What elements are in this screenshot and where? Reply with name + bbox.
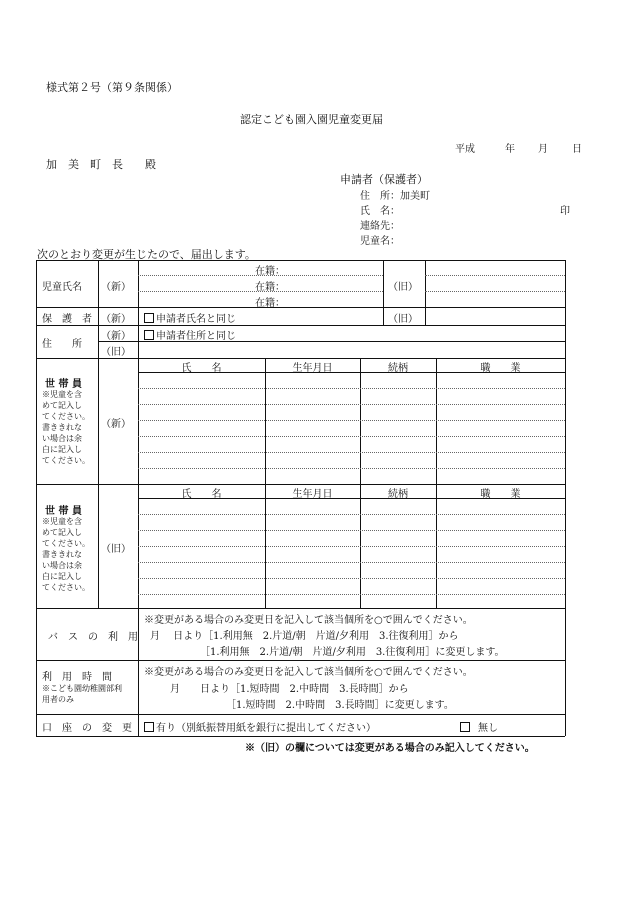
- guardian-old-marker: （旧）: [388, 314, 418, 325]
- same-address-option[interactable]: [144, 327, 236, 342]
- account-label: 口 座 の 変 更: [42, 723, 132, 734]
- child-name-label: 児童氏名: [42, 282, 82, 293]
- footer-note: ※（旧）の欄については変更がある場合のみ記入してください。: [245, 743, 535, 754]
- date-era: 平成: [455, 144, 475, 155]
- enrolled-line-3[interactable]: 在籍：: [255, 298, 285, 309]
- date-year: 年: [505, 144, 515, 155]
- household-note-line: い場合は余: [42, 561, 82, 570]
- time-sublabel-line: 用者のみ: [42, 695, 74, 704]
- household-note-line: ※児童を含: [42, 517, 82, 526]
- child-name-old-marker: （旧）: [388, 282, 418, 293]
- address-label: [360, 187, 430, 202]
- bus-label: バ ス の 利 用: [48, 632, 138, 643]
- address-row-label: 住 所: [42, 339, 82, 350]
- household-note-line: てください。: [42, 539, 90, 548]
- time-note: ※変更がある場合のみ変更日を記入して該当個所を○で囲んでください。: [144, 667, 473, 678]
- guardian-label: 保 護 者: [42, 314, 92, 325]
- enrolled-line-2[interactable]: 在籍：: [255, 282, 285, 293]
- enrolled-line-1[interactable]: 在籍：: [255, 266, 285, 277]
- household-new-marker: （新）: [101, 419, 131, 430]
- name-label: 氏 名：: [360, 206, 400, 217]
- time-line-1[interactable]: 月 日より［1.短時間 2.中時間 3.長時間］から: [170, 684, 409, 695]
- account-no-checkbox[interactable]: [460, 722, 470, 732]
- bus-line-2[interactable]: ［1.利用無 2.片道/朝 片道/夕利用 3.往復利用］に変更します。: [200, 647, 505, 658]
- bus-note: ※変更がある場合のみ変更日を記入して該当個所を○で囲んでください。: [144, 615, 473, 626]
- household-note-2: [42, 516, 90, 593]
- time-label: 利 用 時 間: [42, 672, 112, 683]
- col-relation-header: 続柄: [388, 363, 408, 374]
- account-yes-option[interactable]: [144, 719, 376, 734]
- same-address-checkbox[interactable]: [144, 330, 154, 340]
- col-occupation-header: 職 業: [480, 489, 521, 500]
- time-sublabel-line: ※こども園幼稚園部利: [42, 684, 122, 693]
- col-relation-header: 続柄: [388, 489, 408, 500]
- address-new-marker: （新）: [101, 331, 131, 342]
- col-birthdate-header: 生年月日: [292, 363, 333, 374]
- household-label-2: 世 帯 員: [45, 506, 82, 517]
- col-name-header: 氏 名: [181, 363, 222, 374]
- col-name-header: 氏 名: [181, 489, 222, 500]
- date-day: 日: [572, 144, 582, 155]
- col-occupation-header: 職 業: [480, 363, 521, 374]
- household-note-line: ※児童を含: [42, 390, 82, 399]
- child-name-label: 児童名：: [360, 236, 400, 247]
- household-old-marker: （旧）: [101, 544, 131, 555]
- time-sublabel: [42, 683, 122, 705]
- address-old-marker: （旧）: [101, 347, 131, 358]
- guardian-new-marker: （新）: [101, 314, 131, 325]
- contact-label: 連絡先：: [360, 221, 400, 232]
- household-note-line: 書ききれな: [42, 423, 82, 432]
- same-name-label: 申請者氏名と同じ: [156, 314, 236, 325]
- applicant-label: 申請者（保護者）: [340, 173, 428, 186]
- household-label-1: 世 帯 員: [45, 379, 82, 390]
- same-name-checkbox[interactable]: [144, 313, 154, 323]
- form-number: 様式第２号（第９条関係）: [46, 81, 178, 94]
- addressee: 加 美 町 長 殿: [46, 158, 156, 171]
- household-note-line: 白に記入し: [42, 445, 82, 454]
- date-month: 月: [538, 144, 548, 155]
- household-note-1: [42, 389, 90, 466]
- seal-mark: 印: [560, 206, 570, 217]
- same-name-option[interactable]: [144, 310, 236, 325]
- address-value: 加美町: [400, 191, 430, 202]
- household-note-line: 書ききれな: [42, 550, 82, 559]
- household-note-line: 白に記入し: [42, 572, 82, 581]
- household-note-line: めて記入し: [42, 528, 82, 537]
- account-yes-checkbox[interactable]: [144, 722, 154, 732]
- address-label-text: 住 所：: [360, 191, 400, 202]
- page-title: 認定こども園入園児童変更届: [240, 113, 383, 126]
- bus-line-1[interactable]: 月 日より［1.利用無 2.片道/朝 片道/夕利用 3.往復利用］から: [150, 631, 459, 642]
- same-address-label: 申請者住所と同じ: [156, 331, 236, 342]
- account-no-label: 無し: [478, 723, 498, 734]
- intro-text: 次のとおり変更が生じたので、届出します。: [37, 248, 256, 261]
- household-note-line: い場合は余: [42, 434, 82, 443]
- child-name-new-marker: （新）: [101, 282, 131, 293]
- household-note-line: てください。: [42, 412, 90, 421]
- account-no-option[interactable]: [460, 719, 498, 734]
- household-note-line: てください。: [42, 583, 90, 592]
- household-note-line: てください。: [42, 456, 90, 465]
- account-yes-label: 有り（別紙振替用紙を銀行に提出してください）: [156, 723, 376, 734]
- time-line-2[interactable]: ［1.短時間 2.中時間 3.長時間］に変更します。: [226, 700, 454, 711]
- household-note-line: めて記入し: [42, 401, 82, 410]
- col-birthdate-header: 生年月日: [292, 489, 333, 500]
